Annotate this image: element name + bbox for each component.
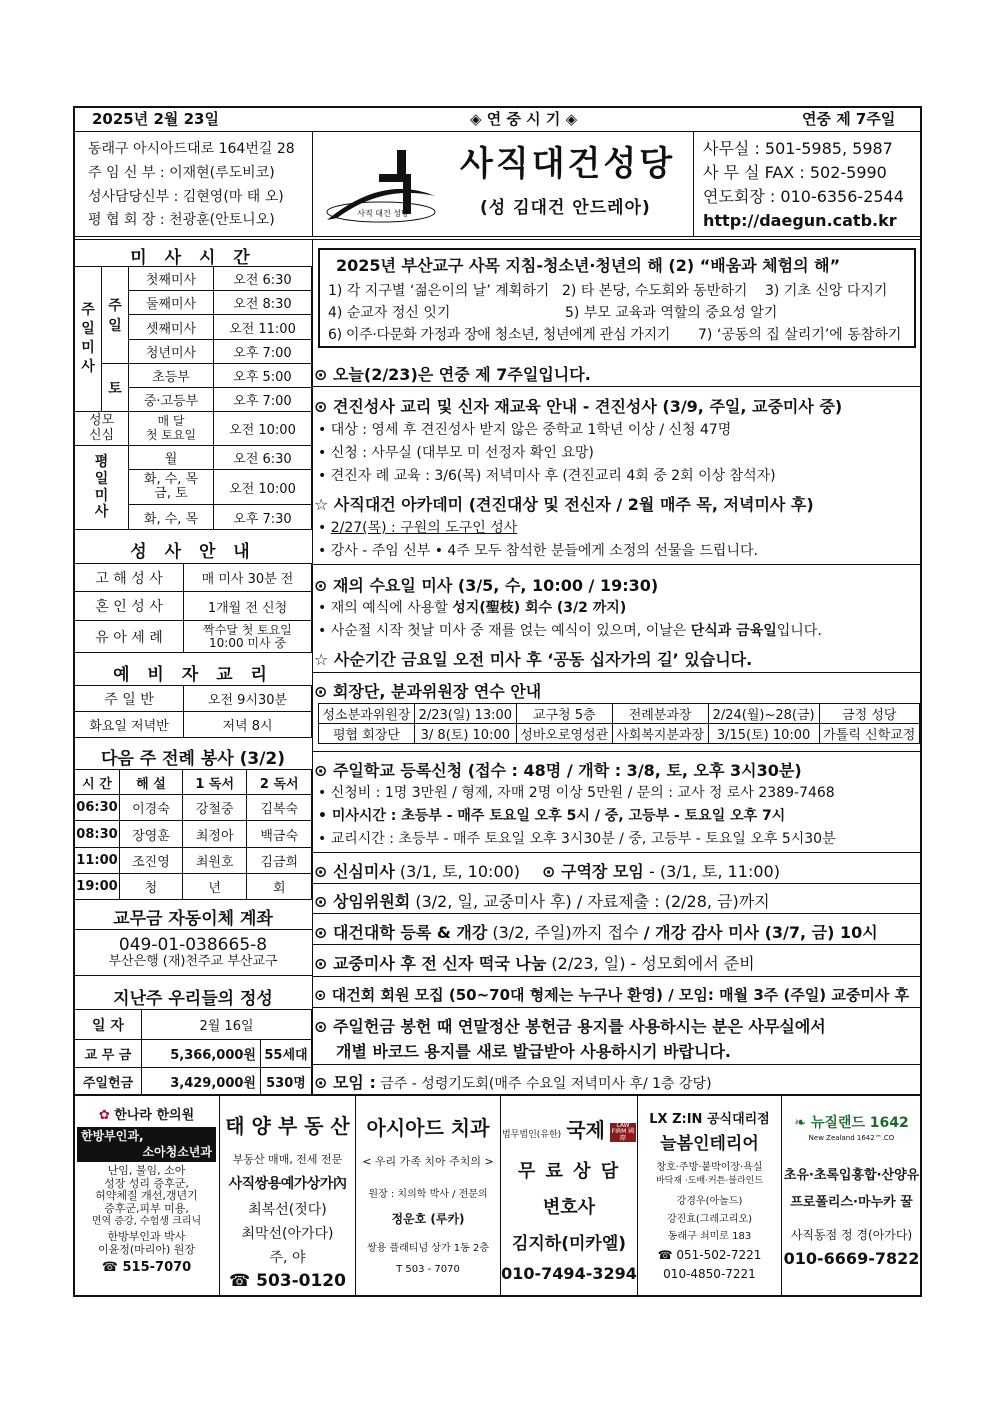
offering-table: 일 자 2월 16일 교 무 금 5,366,000원 55세대 주일헌금 3,429,000원 530명 [74, 1009, 312, 1096]
bulletin-date: 2025년 2월 23일 [92, 110, 219, 128]
marian-mass-label: 성모 신심 [75, 412, 129, 446]
mass-times-title: 미 사 시 간 [130, 248, 256, 268]
notice-devotion-mass: ⊙ 신심미사 (3/1, 토, 10:00) ⊙ 구역장 모임 - (3/1, 토, 11:00) [314, 862, 780, 881]
church-patron: (성 김대건 안드레아) [480, 198, 651, 218]
notice-bullet: • 신청비 : 1명 3만원 / 형제, 자매 2명 이상 5만원 / 문의 : 교사 정 로사 2389-7468 [318, 785, 835, 801]
policy-item: 3) 기초 신앙 다지기 [765, 283, 888, 299]
notice-bullet: • 미사시간 : 초등부 - 매주 토요일 오후 5시 / 중, 고등부 - 토요일 오후 7시 [318, 808, 786, 824]
office-fax: 사 무 실 FAX : 502-5990 [703, 163, 887, 182]
ad-taeyang-realty: 태 양 부 동 산 부동산 매매, 전세 전문 사직쌍용예가상가內 최복선(젓다) 최막선(아가다) 주, 야 ☎ 503-0120 [225, 1114, 350, 1291]
vicar-name: 성사담당신부 : 김현영(마 태 오) [88, 189, 284, 205]
catechism-title: 예 비 자 교 리 [113, 665, 273, 685]
church-address: 동래구 아시아드대로 164번길 28 [88, 141, 295, 157]
service-title: 다음 주 전례 봉사 (3/2) [100, 749, 286, 769]
academy-topic: 2/27(목) : 구원의 도구인 성사 [330, 520, 518, 536]
sacrament-table: 고 해 성 사 매 미사 30분 전 혼 인 성 사 1개월 전 신청 유 아 세 례 짝수달 첫 토요일 10:00 미사 중 [74, 563, 312, 653]
notice-bullet: • 신청 : 사무실 (대부모 미 선정자 확인 요망) [318, 445, 594, 461]
policy-item: 2) 타 본당, 수도회와 동반하기 [562, 283, 748, 299]
policy-item: 5) 부모 교육과 역할의 중요성 알기 [565, 305, 778, 321]
flower-icon: ✿ [98, 1108, 110, 1123]
notice-bullet: • 강사 - 주임 신부 • 4주 모두 참석한 분들에게 소정의 선물을 드립니다. [318, 543, 758, 559]
youth-contact: 연도회장 : 010-6356-2544 [703, 187, 904, 206]
mass-times-table: 주일미사 주일 첫째미사 오전 6:30 둘째미사 오전 8:30 셋째미사 오전 11:00 청년미사 오후 7:00 토 초등부 오후 5:00 중·고등부 오후 7:00 성모 신심 매 달 첫 토요일 오전 10:00 평일미사 월 오전 6:30 화, 수, 목 금, 토 오전 10:00 화, 수, 목 오후 7:30 [74, 266, 312, 530]
sacrament-title: 성 사 안 내 [130, 542, 256, 562]
notice-men-club: ⊙ 대건회 회원 모집 (50~70대 형제는 누구나 환영) / 모임: 매월 3주 (주일) 교중미사 후 [314, 986, 910, 1004]
notice-ash-wednesday: ⊙ 재의 수요일 미사 (3/5, 수, 10:00 / 19:30) [314, 576, 659, 595]
logo-text: 사직 대건 성당 [357, 209, 409, 218]
policy-item: 7) ‘공동의 집 살리기’에 동참하기 [698, 327, 902, 343]
notice-rice-cake: ⊙ 교중미사 후 전 신자 떡국 나눔 (2/23, 일) - 성모회에서 준비 [314, 954, 755, 973]
liturgical-season: ◈ 연 중 시 기 ◈ [470, 110, 578, 128]
catechism-table: 주 일 반 오전 9시30분 화요일 저녁반 저녁 8시 [74, 685, 312, 738]
policy-item: 4) 순교자 정신 잇기 [328, 305, 451, 321]
notice-training: ⊙ 회장단, 분과위원장 연수 안내 [314, 682, 542, 701]
liturgical-week: 연중 제 7주일 [802, 110, 896, 128]
website-link[interactable]: http://daegun.catb.kr [703, 211, 897, 230]
ad-newzealand-1642: ❧ 뉴질랜드 1642 New Zealand 1642™.CO 초유·초록입홍합·산양유 프로폴리스·마누카 꿀 사직동점 정 경(아가다) 010-6669-7822 [783, 1115, 920, 1268]
law-firm-stamp-icon: LAW FIRM 國際 [611, 1121, 635, 1142]
notice-academy: ☆ 사직대건 아카데미 (견진대상 및 전신자 / 2월 매주 목, 저녁미사 후) [314, 495, 814, 514]
account-bank: 부산은행 (재)천주교 부산교구 [108, 954, 278, 969]
notice-offering-envelope: ⊙ 주일헌금 봉헌 때 연말정산 봉헌금 용지를 사용하시는 분은 사무실에서 [314, 1017, 826, 1036]
notice-bullet: • 대상 : 영세 후 견진성사 받지 않은 중학교 1학년 이상 / 신청 47명 [318, 422, 732, 438]
training-table: 성소분과위원장 2/23(일) 13:00 교구청 5층 전례분과장 2/24(월)~28(금) 금정 성당 평협 회장단 3/ 8(토) 10:00 성바오로영성관 사회복지분과장 3/15(토) 10:00 가톨릭 신학교정 [318, 703, 920, 744]
church-logo-icon [323, 144, 451, 226]
leaf-icon: ❧ [794, 1115, 806, 1131]
ad-hannara-clinic: ✿ 한나라 한의원 한방부인과, 소아청소년과 난임, 불임, 소아 성장 성리 증후군, 허약체질 개선,갱년기 증후군,피부 미용, 면역 증강, 수험생 크리닉 한방부인과 박사 이윤정(마리아) 원장 ☎ 515-7070 [75, 1098, 218, 1296]
notice-bullet: • 교리시간 : 초등부 - 매주 토요일 오후 3시30분 / 중, 고등부 - 토요일 오후 5시30분 [318, 831, 836, 847]
saturday-label: 토 [102, 364, 129, 412]
ad-asiad-dental: 아시아드 치과 < 우리 가족 치아 주치의 > 원장 : 치의학 박사 / 전문의 정운호 (루카) 쌍용 플래티넘 상가 1동 2층 T 503 - 7070 [362, 1116, 494, 1275]
council-president: 평 협 회 장 : 천광훈(안토니오) [88, 212, 275, 228]
ad-neulbom-interior: LX Z:IN 공식대리점 늘봄인테리어 창호·주방·붙박이장·욕실 바닥재 ·도배·커튼·블라인드 강경우(아놀드) 강진효(그레고리오) 동래구 쇠미로 183 ☎ 051-502-7221 010-4850-7221 [649, 1112, 770, 1281]
notice-today: ⊙ 오늘(2/23)은 연중 제 7주일입니다. [314, 365, 591, 384]
notice-college: ⊙ 대건대학 등록 & 개강 (3/2, 주일)까지 접수 / 개강 감사 미사 (3/7, 금) 10시 [314, 923, 878, 942]
policy-item: 6) 이주·다문화 가정과 장애 청소년, 청년에게 관심 가지기 [328, 327, 671, 343]
notice-offering-envelope-2: 개별 바코드 용지를 새로 발급받아 사용하시기 바랍니다. [336, 1042, 731, 1061]
account-title: 교무금 자동이체 계좌 [113, 909, 273, 929]
notice-committee: ⊙ 상임위원회 (3/2, 일, 교중미사 후) / 자료제출 : (2/28, 금)까지 [314, 892, 770, 911]
service-table: 시 간 해 설 1 독서 2 독서 06:30 이경숙 강철중 김복숙 08:30 장영훈 최정아 백금숙 11:00 조진영 최원호 김금희 19:00 청 년 회 [74, 769, 312, 900]
offering-title: 지난주 우리들의 정성 [113, 989, 273, 1009]
weekday-mass-label: 평일미사 [75, 446, 129, 530]
notice-meetings: ⊙ 모임 : 금주 - 성령기도회(매주 수요일 저녁미사 후/ 1층 강당) [314, 1073, 712, 1092]
notice-stations: ☆ 사순기간 금요일 오전 미사 후 ‘공동 십자가의 길’ 있습니다. [314, 650, 753, 669]
office-phone: 사무실 : 501-5985, 5987 [703, 139, 893, 158]
pastor-name: 주 임 신 부 : 이재현(루도비코) [88, 165, 275, 181]
sunday-mass-label: 주일미사 [75, 267, 102, 412]
sunday-label: 주일 [102, 267, 129, 364]
account-number: 049-01-038665-8 [118, 935, 268, 955]
policy-item: 1) 각 지구별 ‘젊은이의 날’ 계획하기 [328, 283, 550, 299]
policy-title: 2025년 부산교구 사목 지침-청소년·청년의 해 (2) “배움과 체험의 해” [336, 256, 841, 275]
notice-confirmation: ⊙ 견진성사 교리 및 신자 재교육 안내 - 견진성사 (3/9, 주일, 교중미사 중) [314, 397, 843, 416]
notice-bullet: • 견진자 례 교육 : 3/6(목) 저녁미사 후 (견진교리 4회 중 2회 이상 참석자) [318, 468, 776, 484]
ad-gukje-law: 법무법인(유한) 국제 LAW FIRM 國際 무 료 상 담 변호사 김지하(미카엘) 010-7494-3294 [501, 1118, 637, 1283]
notice-sunday-school: ⊙ 주일학교 등록신청 (접수 : 48명 / 개학 : 3/8, 토, 오후 3시30분) [314, 761, 802, 780]
church-name: 사직대건성당 [460, 144, 676, 184]
